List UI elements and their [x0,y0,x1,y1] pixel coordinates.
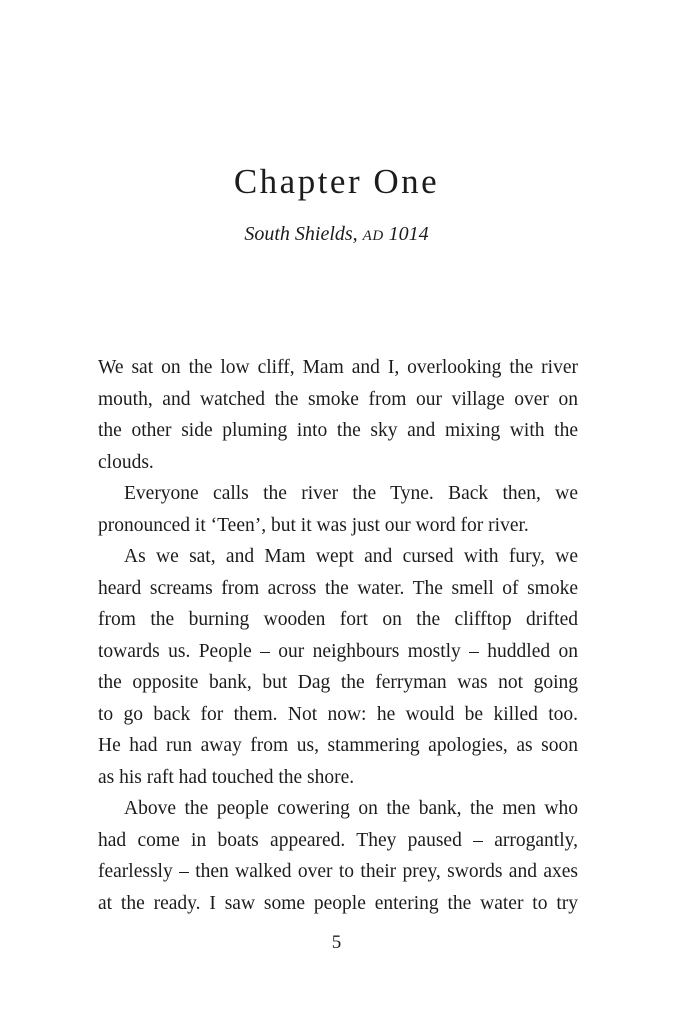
text-line: at the ready. I saw some people entering the water to try [98,892,578,914]
chapter-title: Chapter One [233,162,440,201]
text-line: from the burning wooden fort on the clifftop drifted [98,609,578,630]
text-line: We sat on the low cliff, Mam and I, overlooking the river [98,357,578,378]
text-line: As we sat, and Mam wept and cursed with fury, we [124,546,578,567]
text-line: towards us. People – our neighbours mostly – huddled on [98,640,578,662]
text-line: heard screams from across the water. The smell of smoke [98,577,578,599]
subtitle-place: South Shields, [244,223,358,245]
subtitle-era: AD [362,228,384,244]
text-line: mouth, and watched the smoke from our village over on [98,388,578,410]
text-line: pronounced it ‘Teen’, but it was just our word for river. [98,514,529,536]
page-number: 5 [331,932,342,953]
text-line: as his raft had touched the shore. [98,766,355,788]
text-line: the opposite bank, but Dag the ferryman was not going [98,672,578,693]
text-line: Everyone calls the river the Tyne. Back then, we [124,483,578,504]
chapter-body [98,352,578,919]
subtitle-year: 1014 [388,223,429,245]
text-line: clouds. [98,451,154,473]
text-line: the other side pluming into the sky and mixing with the [98,420,578,441]
text-line: fearlessly – then walked over to their prey, swords and axes [98,861,578,882]
text-line: He had run away from us, stammering apologies, as soon [98,735,578,756]
chapter-subtitle [0,220,673,250]
text-line: Above the people cowering on the bank, the men who [124,798,578,819]
text-line: had come in boats appeared. They paused – arrogantly, [98,829,578,851]
text-line: to go back for them. Not now: he would be killed too. [98,703,578,725]
